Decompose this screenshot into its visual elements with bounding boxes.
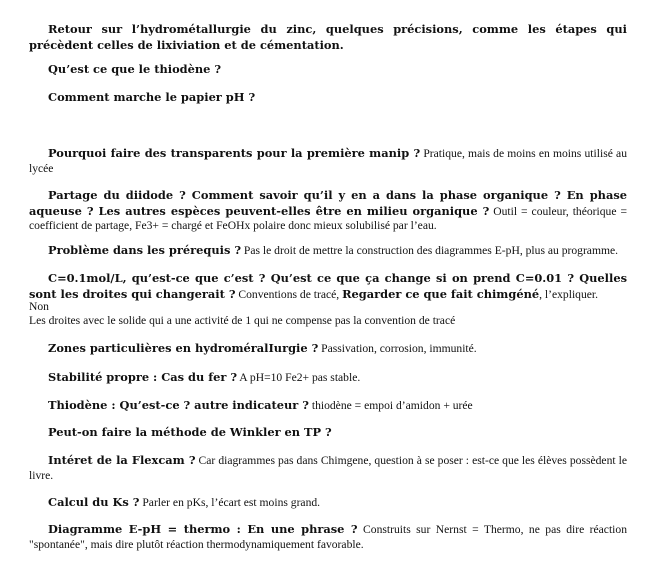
answer-text: Outil = couleur, théorique = coefficient de partage, Fe3+ = chargé et FeOHx polaire donc mieux solubilisé par l’eau.	[29, 204, 627, 232]
question-text: Calcul du Ks ?	[48, 495, 140, 509]
answer-text-end: , l’expliquer.	[539, 287, 599, 301]
question-text: Peut-on faire la méthode de Winkler en TP ?	[48, 425, 332, 439]
question-text: C=0.1mol/L, qu’est-ce que c’est ? Qu’est ce que ça change si on prend C=0.01 ? Quelles sont les droites qui changerait ?	[29, 271, 627, 301]
question-text: Zones particulières en hydroméralIurgie ?	[48, 341, 319, 355]
answer-text: Car diagrammes pas dans Chimgene, question à se poser : est-ce que les élèves possèdent le livre.	[29, 454, 628, 482]
question-text: Diagramme E-pH = thermo : En une phrase ?	[48, 522, 358, 536]
answer-text: Parler en pKs, l’écart est moins grand.	[139, 496, 321, 509]
paragraph-winkler	[29, 425, 627, 441]
question-text: Problème dans les prérequis ?	[48, 243, 242, 257]
paragraph-partage-diiode	[29, 188, 627, 234]
answer-text: Passivation, corrosion, immunité.	[318, 342, 477, 355]
answer-text: thiodène = empoi d’amidon + urée	[308, 399, 473, 412]
question-text: Retour sur l’hydrométallurgie du zinc, quelques précisions, comme les étapes qui précèdent celles de lixiviation et de cémentation.	[29, 22, 627, 52]
answer-text: Pas le droit de mettre la construction des diagrammes E-pH, plus au programme.	[241, 244, 619, 257]
emphasis-text: Regarder ce que fait chimgéné	[342, 286, 540, 301]
question-text: Partage du diidode ? Comment savoir qu’il y en a dans la phase organique ? En phase aqueuse ? Les autres espèces peuvent-elles être en milieu organique ?	[29, 188, 627, 218]
paragraph-stabilite	[29, 370, 627, 386]
paragraph-papier-ph	[29, 90, 627, 106]
paragraph-flexcam	[29, 453, 627, 483]
question-text: Pourquoi faire des transparents pour la première manip ?	[48, 146, 421, 160]
answer-text: Conventions de tracé,	[235, 287, 343, 301]
paragraph-concentration	[29, 271, 627, 302]
paragraph-diagramme-thermo	[29, 522, 627, 552]
paragraph-ks	[29, 495, 627, 511]
plain-text: Les droites avec le solide qui a une activité de 1 qui ne compense pas la convention de tracé	[29, 314, 456, 327]
paragraph-transparents	[29, 146, 627, 176]
answer-text: Construits sur Nernst = Thermo, ne pas dire réaction "spontanée", mais dire plutôt réaction thermodynamiquement favorable.	[29, 523, 627, 551]
paragraph-thiodene	[29, 62, 627, 78]
answer-text: A pH=10 Fe2+ pas stable.	[237, 371, 361, 384]
question-text: Qu’est ce que le thiodène ?	[48, 62, 222, 76]
question-text: Comment marche le papier pH ?	[48, 90, 256, 104]
paragraph-zinc-hydrometallurgy	[29, 22, 627, 53]
question-text: Intéret de la Flexcam ?	[48, 453, 196, 467]
question-text: Thiodène : Qu’est-ce ? autre indicateur ?	[48, 398, 309, 412]
answer-text: Pratique, mais de moins en moins utilisé au lycée	[29, 147, 627, 175]
paragraph-zones	[29, 341, 627, 357]
question-text: Stabilité propre : Cas du fer ?	[48, 370, 238, 384]
paragraph-prerequis	[29, 243, 627, 259]
line-droites	[29, 314, 627, 329]
paragraph-thiodene-indicateur	[29, 398, 627, 414]
line-non	[29, 300, 627, 315]
plain-text: Non	[29, 300, 49, 313]
